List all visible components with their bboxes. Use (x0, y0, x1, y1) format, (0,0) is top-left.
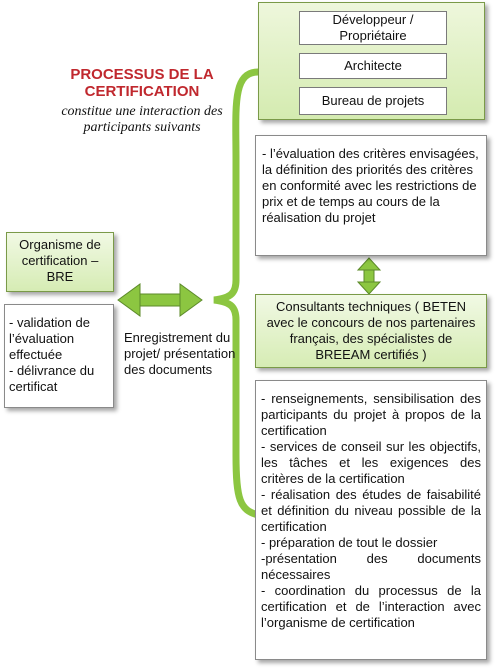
task-item: - services de conseil sur les objectifs, les tâches et les exigences des critères de la certification (261, 439, 481, 486)
consultants-tasks-box (255, 380, 487, 660)
diagram-title-line1: PROCESSUS DE LA (70, 66, 214, 83)
organisme-box (6, 232, 114, 292)
participant-developer-label: Développeur / Propriétaire (332, 12, 414, 43)
vertical-double-arrow (358, 258, 380, 294)
exchange-label: Enregistrement du projet/ présentation des documents (124, 330, 236, 377)
exchange-double-arrow (118, 284, 202, 316)
consultants-title: Consultants techniques ( BETEN avec le concours de nos partenaires français, des spécialistes de BREEAM certifiés ) (266, 299, 476, 362)
diagram-title-line2: CERTIFICATION (84, 83, 200, 100)
consultant-role-box (255, 135, 487, 256)
organisme-duties-box (4, 304, 114, 408)
title-block (42, 66, 242, 136)
participant-architect-label: Architecte (344, 58, 402, 73)
organisme-title: Organisme de certification – BRE (19, 237, 101, 284)
organisme-duty: - délivrance du certificat (9, 363, 95, 394)
brace-connector (214, 72, 258, 515)
participant-bureau (299, 87, 447, 115)
task-item: - réalisation des études de faisabilité et définition du niveau possible de la certification (261, 487, 481, 534)
organisme-duty: - validation de l’évaluation effectuée (9, 315, 90, 362)
task-item: - renseignements, sensibilisation des participants du projet à propos de la certification (261, 391, 481, 438)
participant-bureau-label: Bureau de projets (321, 93, 425, 108)
consultants-box (255, 294, 487, 368)
participant-developer (299, 11, 447, 45)
task-item: - préparation de tout le dossier (261, 535, 438, 550)
diagram-subtitle-line2: participants suivants (83, 120, 201, 135)
diagram-subtitle-line1: constitue une interaction des (61, 104, 223, 119)
participants-panel (258, 2, 485, 120)
consultant-role-text: - l’évaluation des critères envisagées, la définition des priorités des critères en conformité avec les restrictions de prix et de temps au cours de la réalisation du projet (262, 146, 479, 225)
participant-architect (299, 53, 447, 79)
task-item: -présentation des documents nécessaires (261, 551, 481, 582)
task-item: - coordination du processus de la certification et de l’interaction avec l’organisme de certification (261, 583, 481, 630)
